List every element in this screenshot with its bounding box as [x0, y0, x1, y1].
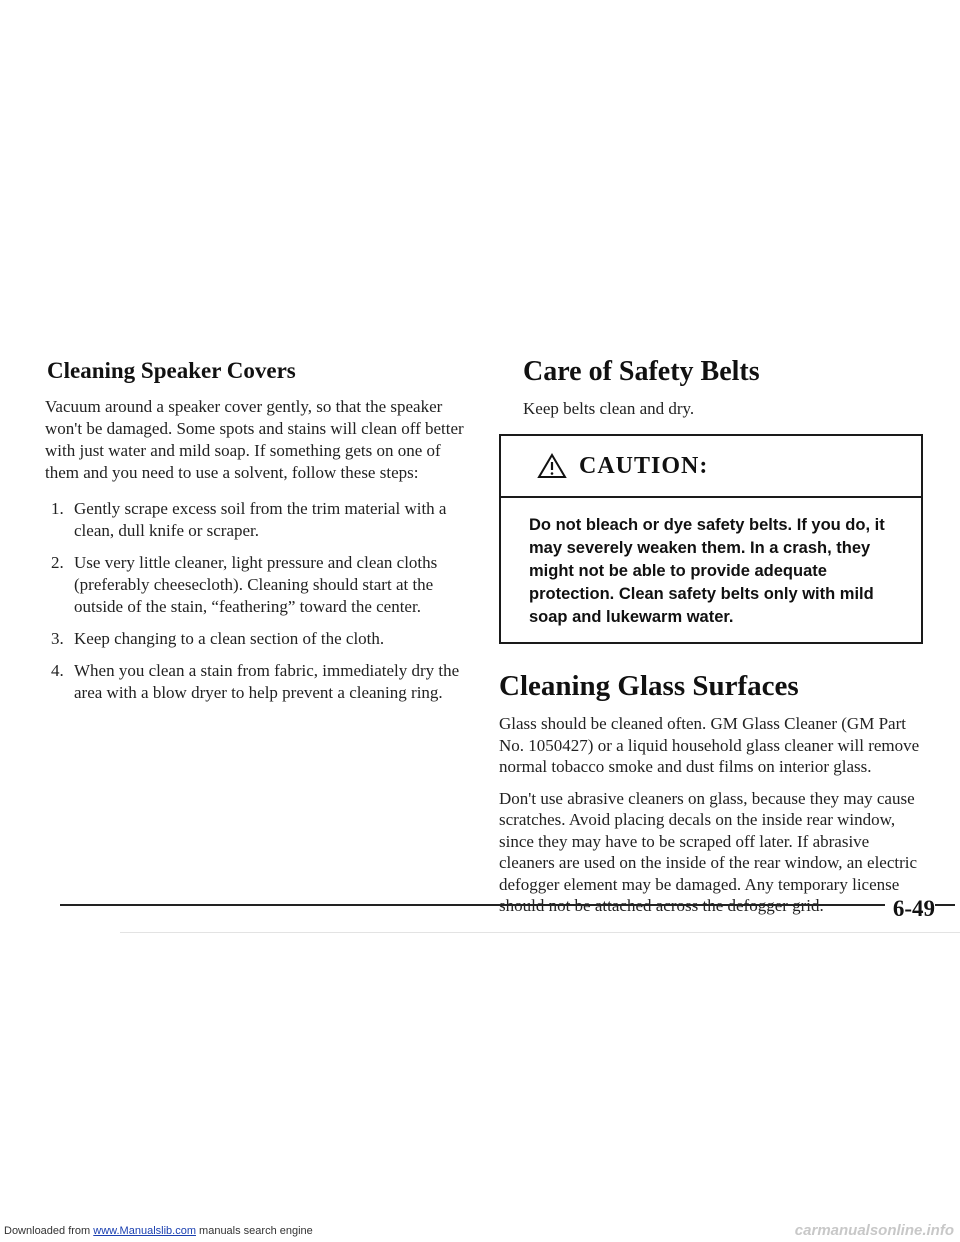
caution-body: Do not bleach or dye safety belts. If you do, it may severely weaken them. In a crash, they might not be able to provide adequate protection. Clean safety belts only with mild soap and lukewarm water.: [529, 516, 885, 626]
step-item: [45, 552, 473, 618]
page-number: 6-49: [885, 896, 935, 922]
step-number: 3.: [51, 629, 64, 648]
speaker-covers-heading: Cleaning Speaker Covers: [47, 358, 296, 383]
download-prefix: Downloaded from: [4, 1225, 94, 1237]
step-number: 4.: [51, 661, 64, 680]
right-column: [497, 356, 929, 927]
step-text: Gently scrape excess soil from the trim material with a clean, dull knife or scraper.: [74, 499, 447, 540]
manualslib-link[interactable]: www.Manualslib.com: [93, 1225, 196, 1237]
step-number: 1.: [51, 499, 64, 518]
glass-paragraph-1: Glass should be cleaned often. GM Glass Cleaner (GM Part No. 1050427) or a liquid household glass cleaner will remove normal tobacco smoke and dust films on interior glass.: [499, 714, 920, 776]
footer-rule: [60, 904, 955, 906]
safety-belts-heading: Care of Safety Belts: [523, 356, 760, 387]
caution-header: [501, 436, 921, 498]
step-text: When you clean a stain from fabric, immediately dry the area with a blow dryer to help prevent a cleaning ring.: [74, 661, 460, 702]
divider: [120, 932, 960, 933]
download-notice: [4, 1225, 313, 1237]
site-watermark: carmanualsonline.info: [794, 1222, 954, 1239]
step-text: Use very little cleaner, light pressure and clean cloths (preferably cheesecloth). Cleaning should start at the outside of the stain, “feathering” toward the center.: [74, 553, 438, 616]
safety-belts-text: Keep belts clean and dry.: [523, 399, 695, 418]
watermark-bar: [0, 1222, 960, 1242]
step-text: Keep changing to a clean section of the cloth.: [74, 629, 385, 648]
step-item: [45, 498, 473, 542]
left-column: [45, 358, 473, 714]
step-number: 2.: [51, 553, 64, 572]
glass-paragraph-2: Don't use abrasive cleaners on glass, because they may cause scratches. Avoid placing decals on the inside rear window, since they may have to be scraped off later. If abrasive cleaners are used on the inside of the rear window, an electric defogger element may be damaged. Any temporary license: [499, 788, 918, 894]
download-suffix: manuals search engine: [195, 1225, 313, 1237]
cleaning-steps-list: [45, 498, 473, 704]
step-item: [45, 628, 473, 650]
speaker-covers-intro: Vacuum around a speaker cover gently, so that the speaker won't be damaged. Some spots and stains will clean off better with just water and mild soap. If something gets on one of them and you need to use a solvent, follow these steps:: [45, 397, 464, 482]
glass-surfaces-heading: Cleaning Glass Surfaces: [499, 670, 799, 702]
caution-box: [499, 434, 923, 644]
warning-triangle-icon: [537, 453, 567, 479]
step-item: [45, 660, 473, 704]
caution-title: CAUTION:: [579, 452, 709, 479]
